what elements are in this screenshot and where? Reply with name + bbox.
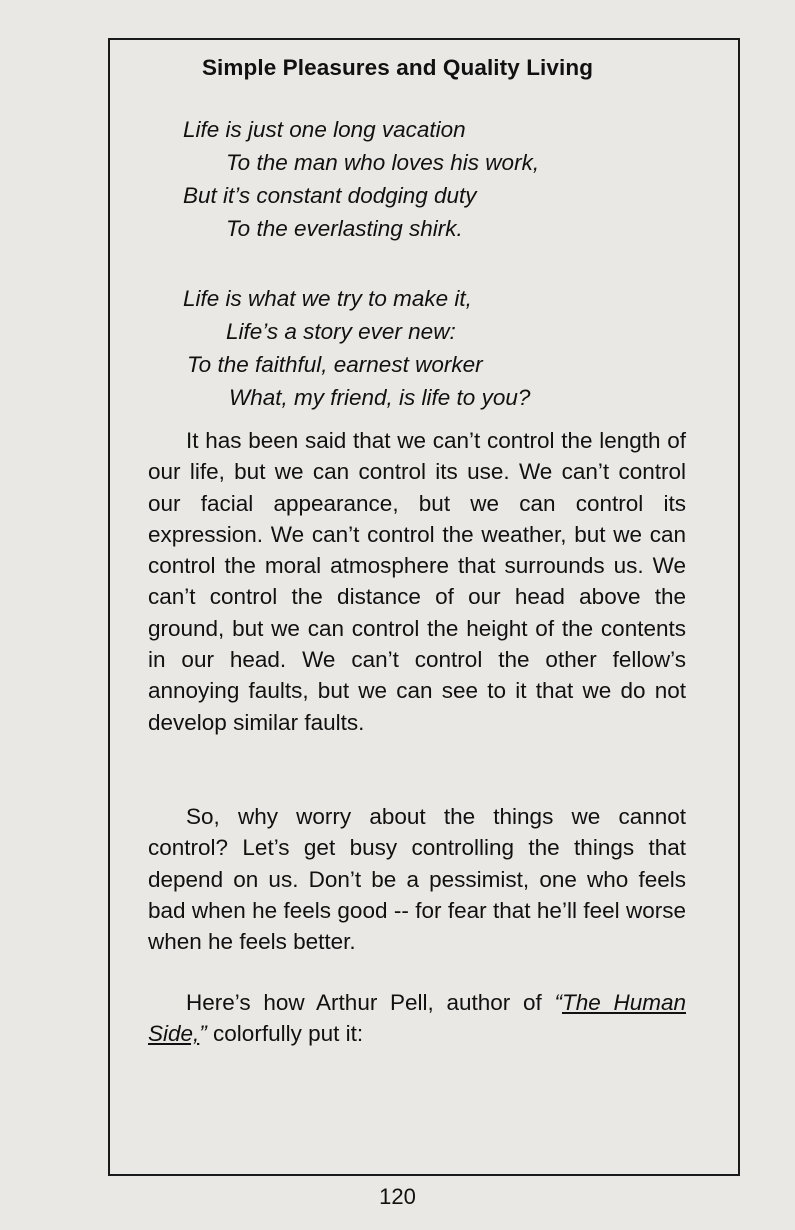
book-title: The Human Side, [148, 990, 686, 1047]
stanza-gap [0, 245, 795, 282]
open-quote: “ [554, 990, 562, 1015]
poem-line: To the faithful, earnest worker [187, 352, 483, 377]
page-number: 120 [379, 1184, 416, 1209]
poem-line: Life’s a story ever new: [226, 319, 456, 344]
poem-line: To the man who loves his work, [226, 150, 540, 175]
paragraph-text [148, 987, 686, 1050]
paragraph-lead: Here’s how Arthur Pell, author of [186, 990, 555, 1015]
close-quote: ” [199, 1021, 207, 1047]
paragraph-text: It has been said that we can’t control the length of our life, but we can control its use. We can’t control our facial appearance, but we can control its expression. We can’t control the weather, but we can control the moral atmosphere that surrounds us. We can’t control the distance of our head above the ground, but we can control the height of the contents in our head. We can’t control the other fellow’s annoying faults, but we can see to it that we do not develop similar faults. [148, 428, 686, 735]
poem [0, 113, 795, 414]
paragraph-3 [148, 987, 686, 1050]
poem-line: Life is what we try to make it, [183, 286, 472, 311]
paragraph-2 [148, 801, 686, 957]
page-title: Simple Pleasures and Quality Living [201, 55, 594, 80]
paragraph-tail: colorfully put it: [206, 1021, 364, 1047]
poem-line: To the everlasting shirk. [226, 216, 463, 241]
paragraph-1 [148, 425, 686, 738]
poem-line: What, my friend, is life to you? [229, 385, 531, 410]
poem-line: Life is just one long vacation [183, 117, 466, 142]
paragraph-text: So, why worry about the things we cannot control? Let’s get busy controlling the things that depend on us. Don’t be a pessimist, one who feels bad when he feels good -- for fear that he’ll feel worse when he feels better. [148, 804, 686, 955]
poem-line: But it’s constant dodging duty [183, 183, 477, 208]
